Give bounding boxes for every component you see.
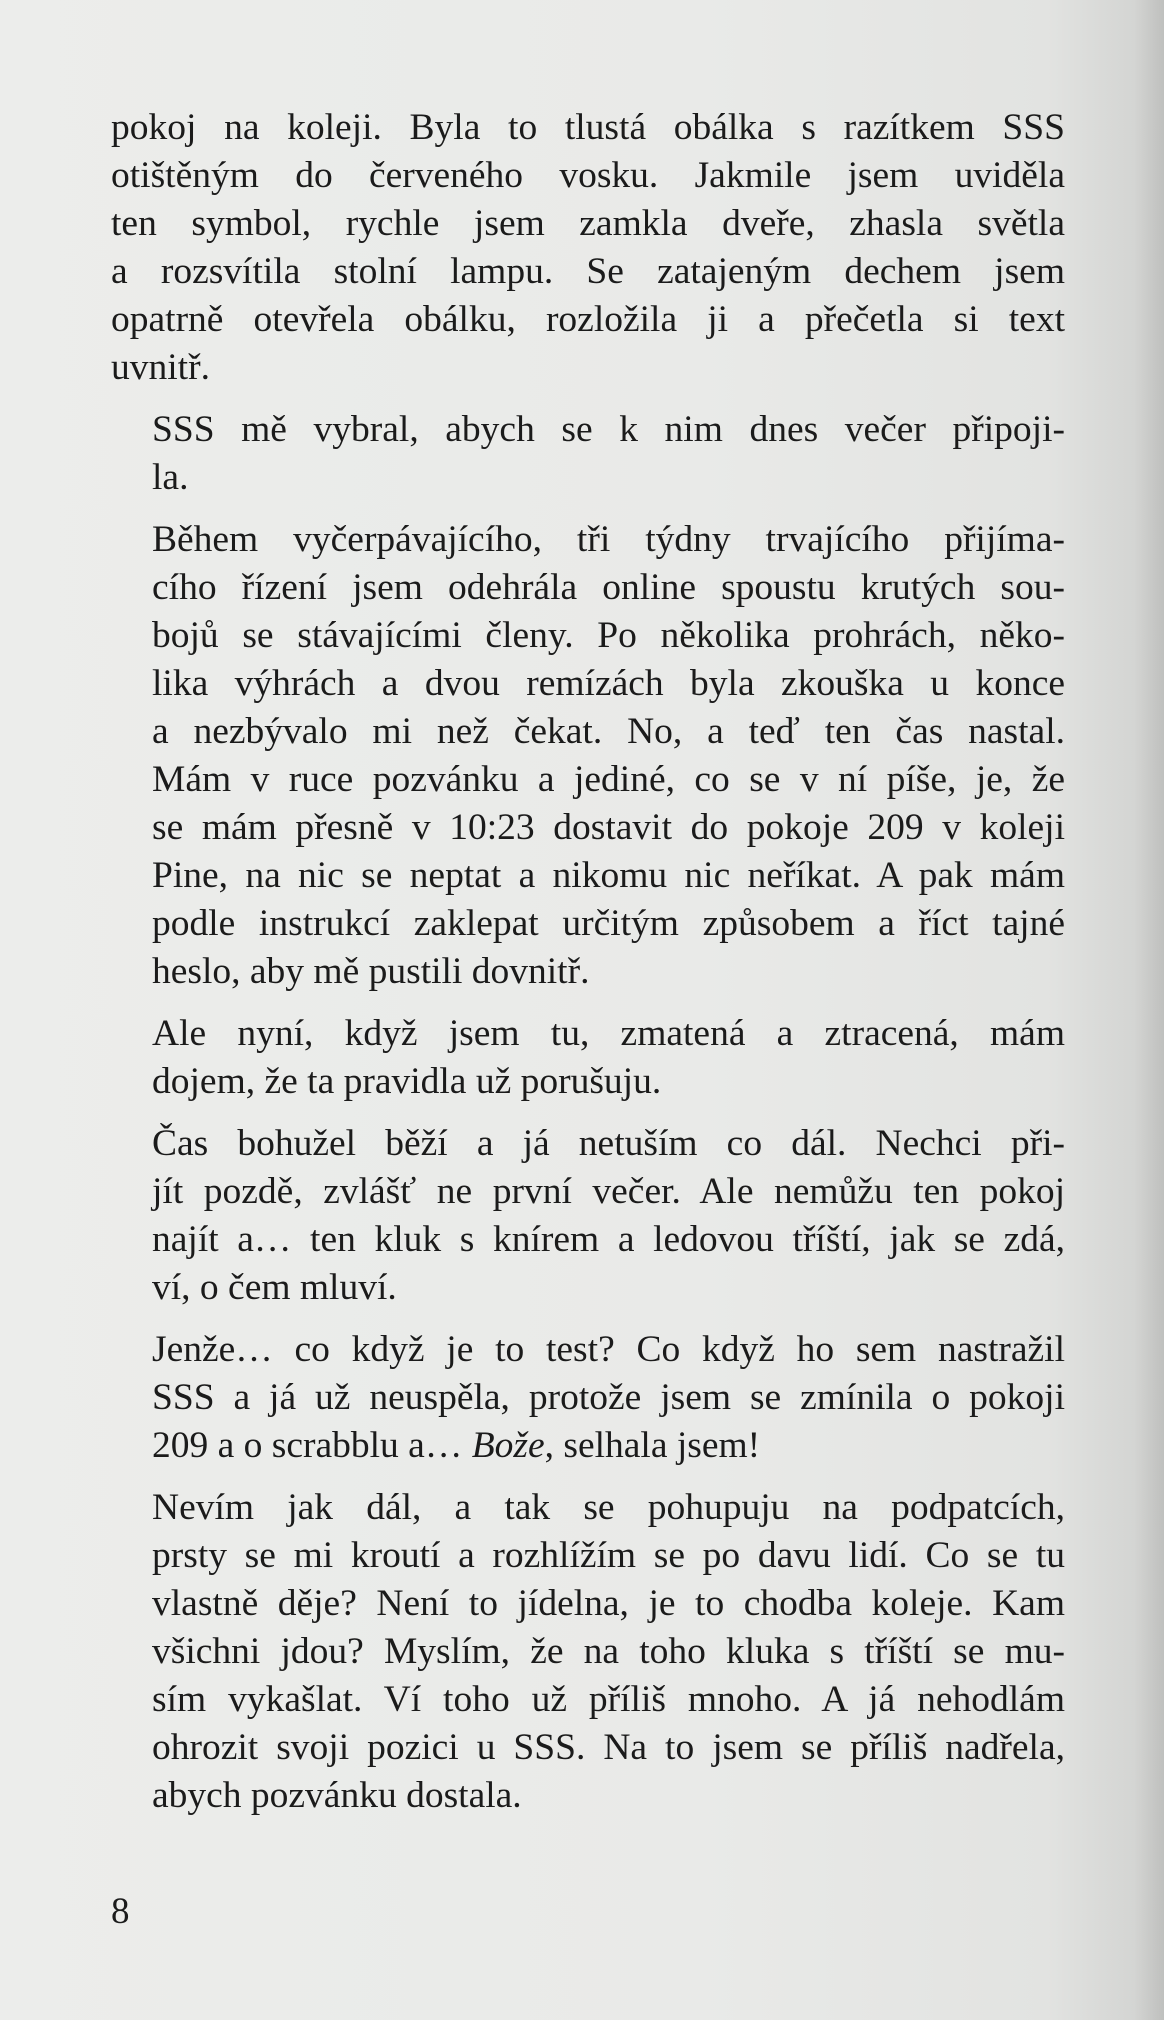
text-line: ohrozit svoji pozici u SSS. Na to jsem se příliš nadřela, bbox=[152, 1727, 1065, 1768]
paragraph bbox=[111, 1010, 1065, 1106]
text-line: SSS mě vybral, abych se k nim dnes večer připoji- bbox=[152, 409, 1065, 450]
text-line: všichni jdou? Myslím, že na toho kluka s tříští se mu- bbox=[152, 1631, 1065, 1672]
text-line: lika výhrách a dvou remízách byla zkouška u konce bbox=[152, 663, 1065, 704]
text-line: la. bbox=[152, 457, 189, 498]
text-line: otištěným do červeného vosku. Jakmile jsem uviděla bbox=[111, 155, 1065, 196]
text-line: a nezbývalo mi než čekat. No, a teď ten čas nastal. bbox=[152, 711, 1065, 752]
text-line: Během vyčerpávajícího, tři týdny trvajícího přijíma- bbox=[152, 519, 1065, 560]
italic-word: Bože bbox=[471, 1425, 545, 1466]
page-edge-shadow bbox=[1134, 0, 1164, 2020]
text-line: podle instrukcí zaklepat určitým způsobem a říct tajné bbox=[152, 903, 1065, 944]
text-line: najít a… ten kluk s knírem a ledovou tříští, jak se zdá, bbox=[152, 1219, 1065, 1260]
text-line: SSS a já už neuspěla, protože jsem se zmínila o pokoji bbox=[152, 1377, 1065, 1418]
text-line: Pine, na nic se neptat a nikomu nic neříkat. A pak mám bbox=[152, 855, 1065, 896]
text-line: uvnitř. bbox=[111, 347, 210, 388]
text-line: abych pozvánku dostala. bbox=[152, 1775, 522, 1816]
text-line: pokoj na koleji. Byla to tlustá obálka s razítkem SSS bbox=[111, 107, 1065, 148]
text-line: ví, o čem mluví. bbox=[152, 1267, 397, 1308]
text-line: ten symbol, rychle jsem zamkla dveře, zhasla světla bbox=[111, 203, 1065, 244]
text-line: vlastně děje? Není to jídelna, je to chodba koleje. Kam bbox=[152, 1583, 1065, 1624]
page-number: 8 bbox=[111, 1891, 130, 1932]
body-text bbox=[111, 104, 1065, 1834]
text-line: sím vykašlat. Ví toho už příliš mnoho. A já nehodlám bbox=[152, 1679, 1065, 1720]
paragraph bbox=[111, 406, 1065, 502]
text-line: prsty se mi kroutí a rozhlížím se po davu lidí. Co se tu bbox=[152, 1535, 1065, 1576]
text-line: Jenže… co když je to test? Co když ho sem nastražil bbox=[152, 1329, 1065, 1370]
text-line: Mám v ruce pozvánku a jediné, co se v ní píše, je, že bbox=[152, 759, 1065, 800]
text-line: Ale nyní, když jsem tu, zmatená a ztracená, mám bbox=[152, 1013, 1065, 1054]
paragraph bbox=[111, 1120, 1065, 1312]
paragraph bbox=[111, 516, 1065, 996]
text-line: Nevím jak dál, a tak se pohupuju na podpatcích, bbox=[152, 1487, 1065, 1528]
text-line: 209 a o scrabblu a… Bože, selhala jsem! bbox=[152, 1425, 761, 1466]
paragraph bbox=[111, 104, 1065, 392]
text-line: opatrně otevřela obálku, rozložila ji a přečetla si text bbox=[111, 299, 1065, 340]
text-line: cího řízení jsem odehrála online spoustu krutých sou- bbox=[152, 567, 1065, 608]
text-line: jít pozdě, zvlášť ne první večer. Ale nemůžu ten pokoj bbox=[152, 1171, 1065, 1212]
paragraph bbox=[111, 1484, 1065, 1820]
text-line: heslo, aby mě pustili dovnitř. bbox=[152, 951, 590, 992]
text-line: dojem, že ta pravidla už porušuju. bbox=[152, 1061, 662, 1102]
text-line: a rozsvítila stolní lampu. Se zatajeným dechem jsem bbox=[111, 251, 1065, 292]
text-line: bojů se stávajícími členy. Po několika prohrách, něko- bbox=[152, 615, 1065, 656]
text-line: se mám přesně v 10:23 dostavit do pokoje 209 v koleji bbox=[152, 807, 1065, 848]
paragraph bbox=[111, 1326, 1065, 1470]
text-line: Čas bohužel běží a já netuším co dál. Nechci při- bbox=[152, 1123, 1065, 1164]
